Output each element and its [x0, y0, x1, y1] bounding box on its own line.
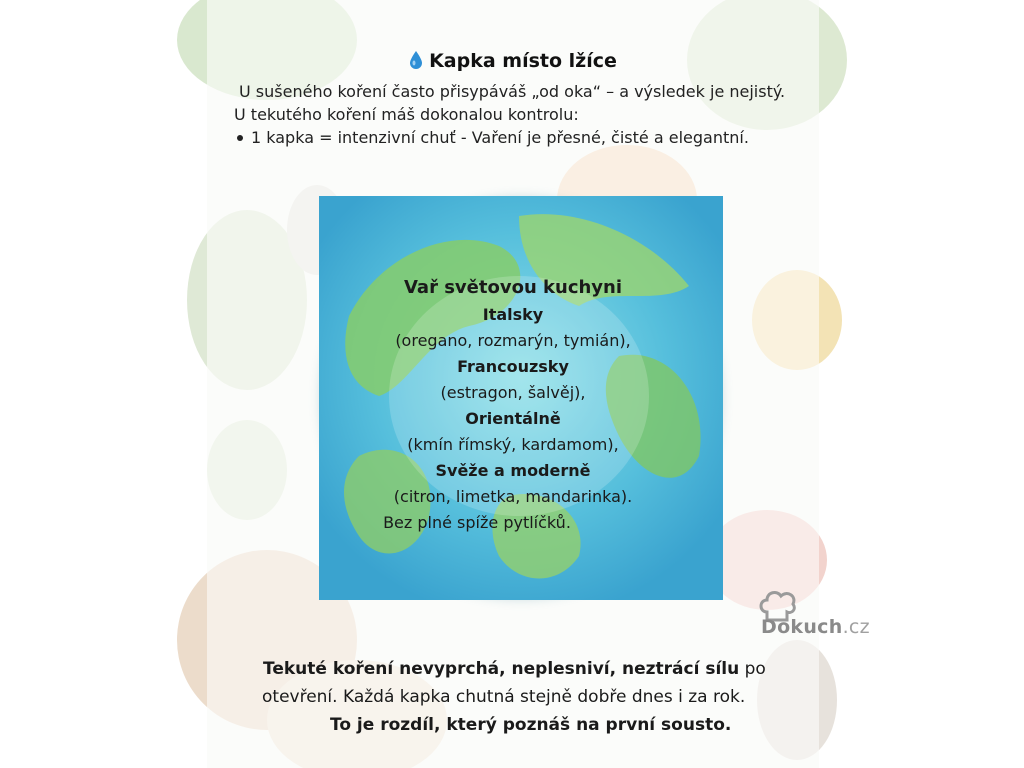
- cuisine-spices: (estragon, šalvěj),: [440, 383, 586, 402]
- globe-heading: Vař světovou kuchyni: [403, 277, 623, 298]
- section-title: [207, 50, 819, 72]
- footer-line-2: otevření. Každá kapka chutná stejně dobře dnes i za rok.: [262, 687, 746, 707]
- intro-list: [234, 126, 814, 149]
- cuisine-spices: (citron, limetka, mandarinka).: [393, 487, 633, 506]
- cuisine-name: Francouzsky: [457, 357, 569, 376]
- footer-line-3: To je rozdíl, který poznáš na první sousto.: [330, 715, 732, 735]
- cuisine-name: Orientálně: [465, 409, 561, 428]
- section-title-text: Kapka místo lžíce: [429, 50, 617, 72]
- dokuch-logo: [747, 588, 897, 640]
- intro-line-1: U sušeného koření často přisypáváš „od oka“ – a výsledek je nejistý.: [239, 82, 786, 101]
- cuisine-spices: (oregano, rozmarýn, tymián),: [395, 331, 631, 350]
- footer-text: [207, 655, 819, 739]
- water-drop-icon: [409, 50, 423, 70]
- intro-text: [234, 80, 814, 149]
- footer-bold: Tekuté koření nevyprchá, neplesniví, neztrácí sílu: [263, 659, 740, 679]
- intro-line-2: U tekutého koření máš dokonalou kontrolu:: [234, 105, 579, 124]
- cuisine-spices: (kmín římský, kardamom),: [407, 435, 619, 454]
- footer-line-1: Tekuté koření nevyprchá, neplesniví, neztrácí sílu po: [263, 659, 766, 679]
- content-panel: [207, 0, 870, 768]
- cuisine-name: Svěže a moderně: [435, 461, 591, 480]
- globe-closing: Bez plné spíže pytlíčků.: [383, 513, 571, 532]
- cuisine-name: Italsky: [482, 305, 544, 324]
- intro-bullet: 1 kapka = intenzivní chuť - Vaření je přesné, čisté a elegantní.: [234, 126, 814, 149]
- globe-text: [207, 274, 819, 536]
- logo-wordmark: Dokuch.cz: [761, 616, 870, 638]
